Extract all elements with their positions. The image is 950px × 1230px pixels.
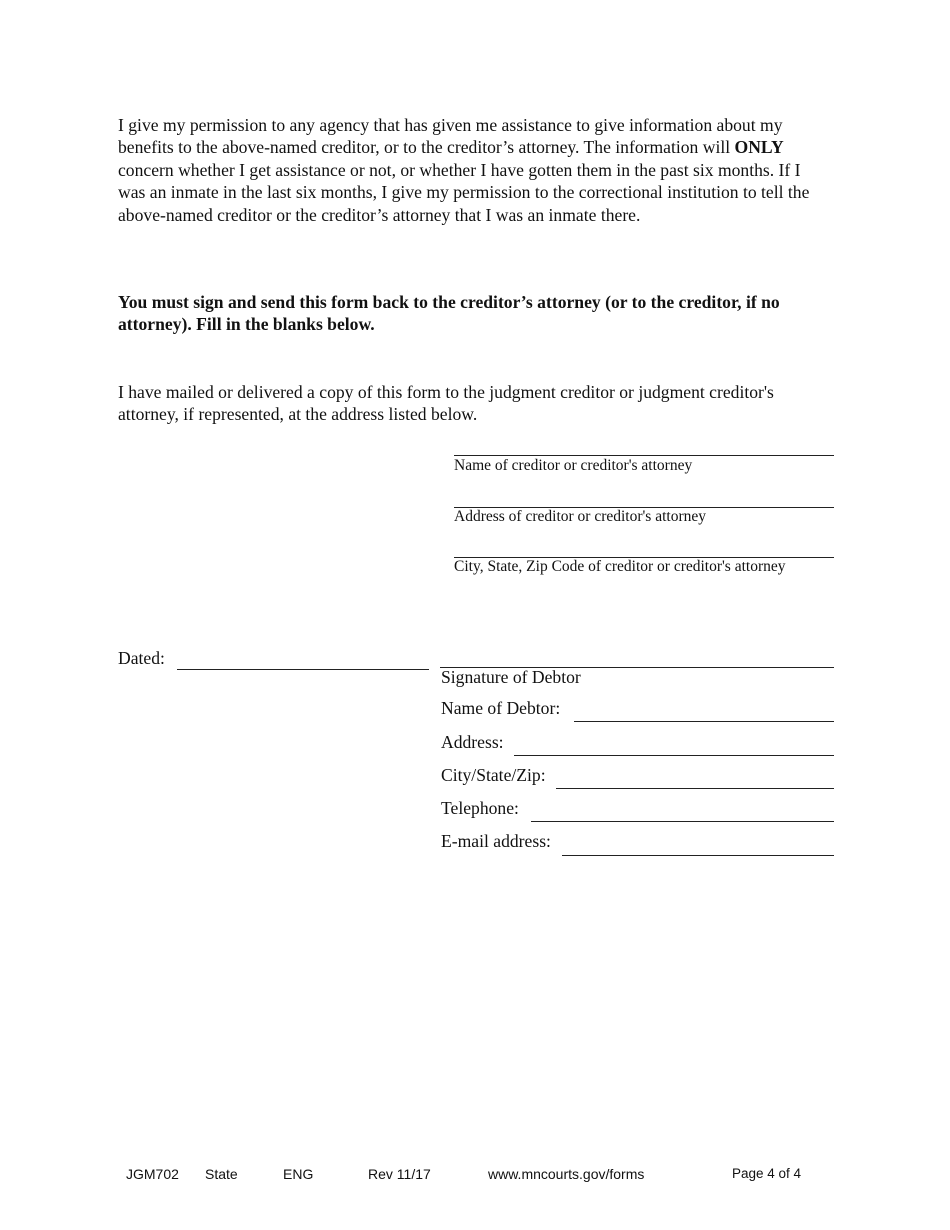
debtor-city-label: City/State/Zip: [441, 765, 546, 785]
footer-language: ENG [283, 1166, 314, 1182]
creditor-name-caption: Name of creditor or creditor's attorney [454, 457, 693, 474]
debtor-telephone-line[interactable] [531, 821, 834, 822]
debtor-email-label: E-mail address: [441, 831, 551, 851]
instruction-paragraph: You must sign and send this form back to the creditor’s attorney (or to the creditor, if no attorney). Fill in the blanks below. [118, 292, 780, 335]
footer-website: www.mncourts.gov/forms [488, 1166, 645, 1182]
creditor-address-caption: Address of creditor or creditor's attorney [454, 508, 706, 525]
debtor-name-label: Name of Debtor: [441, 698, 561, 718]
debtor-address-label: Address: [441, 732, 504, 752]
footer-revision: Rev 11/17 [368, 1166, 431, 1182]
debtor-name-line[interactable] [574, 721, 834, 722]
mailing-statement: I have mailed or delivered a copy of this form to the judgment creditor or judgment creditor's attorney, if represented, at the address listed below. [118, 382, 774, 425]
footer-page-number: Page 4 of 4 [732, 1166, 802, 1181]
permission-paragraph [118, 114, 818, 226]
date-line[interactable] [177, 669, 429, 670]
dated-label: Dated: [118, 648, 165, 668]
footer-jurisdiction: State [205, 1166, 238, 1182]
permission-emphasis: ONLY [734, 137, 784, 158]
creditor-name-line[interactable] [454, 455, 834, 456]
debtor-address-line[interactable] [514, 755, 834, 756]
permission-text-end: concern whether I get assistance or not, or whether I have gotten them in the past six months. If I was an inmate in the last six months, I give my permission to the correctional institution to tell the above-named creditor or the creditor’s attorney that I was an inmate there. [118, 159, 810, 225]
creditor-city-caption: City, State, Zip Code of creditor or creditor's attorney [454, 558, 786, 575]
debtor-city-line[interactable] [556, 788, 834, 789]
debtor-signature-caption: Signature of Debtor [441, 667, 581, 687]
debtor-telephone-label: Telephone: [441, 798, 519, 818]
footer-form-code: JGM702 [126, 1166, 179, 1182]
debtor-email-line[interactable] [562, 855, 834, 856]
permission-text-start: I give my permission to any agency that has given me assistance to give information about my benefits to the above-named creditor, or to the creditor’s attorney. The information will [118, 115, 783, 158]
